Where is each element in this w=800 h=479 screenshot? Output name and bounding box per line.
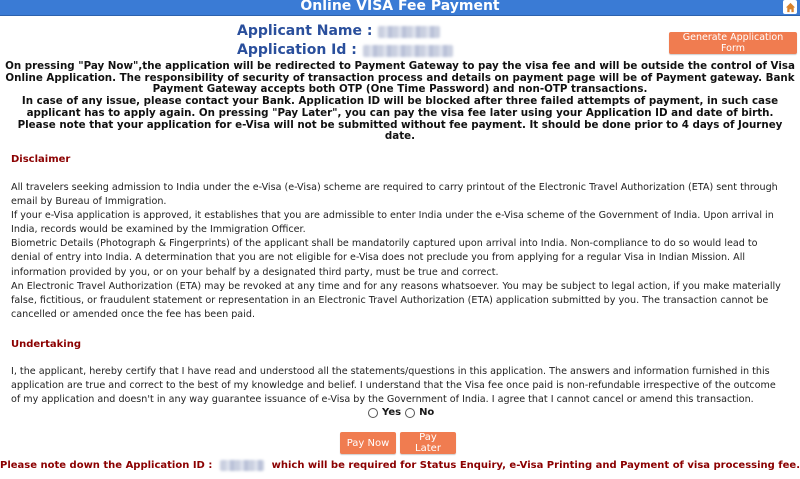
undertaking-text — [11, 365, 787, 407]
notice-line: On pressing "Pay Now",the application will be redirected to Payment Gateway to pay the visa fee and will be outside the control of Visa Online Application. The responsibility of security of transaction process and details on payment page will be of Payment gateway. Bank Payment Gateway accepts both OTP (One Time Password) and non-OTP transactions. — [5, 60, 795, 96]
undertaking-radio-group — [368, 407, 434, 418]
application-id-redacted — [220, 460, 263, 471]
disclaimer-paragraph: All travelers seeking admission to India under the e-Visa (e-Visa) scheme are required to carry printout of the Electronic Travel Authorization (ETA) sent through email by Bureau of Immigration. — [11, 182, 778, 208]
home-button[interactable] — [783, 0, 797, 14]
yes-radio[interactable] — [368, 408, 378, 418]
disclaimer-text — [11, 181, 787, 322]
application-id-label: Application Id : — [237, 42, 357, 58]
application-id-redacted — [363, 45, 453, 57]
home-icon — [785, 2, 796, 13]
applicant-info — [237, 22, 453, 60]
undertaking-paragraph: I, the applicant, hereby certify that I have read and understood all the statements/questions in this application. The answers and information furnished in this application are true and correct to the best of my knowledge and belief. I understand that the Visa fee once paid is non-refundable irrespective of the outcome of my application and doesn't in any way guarantee issuance of e-Visa by the Government of India. I agree that I cannot cancel or amend this transaction. — [11, 366, 776, 406]
disclaimer-paragraph: An Electronic Travel Authorization (ETA) may be revoked at any time and for any reasons whatsoever. You may be subject to legal action, if you make materially false, fictitious, or fraudulent statement or representation in an Electronic Travel Authorization (ETA) application submitted by you. The transaction cannot be cancelled or amended once the fee has been paid. — [11, 280, 781, 320]
yes-label: Yes — [382, 407, 402, 418]
notice-line: In case of any issue, please contact your Bank. Application ID will be blocked after three failed attempts of payment, in such case applicant has to apply again. On pressing "Pay Later", you can pay the visa fee later using your Application ID and date of birth. — [21, 95, 779, 119]
payment-notice — [2, 61, 798, 143]
applicant-name-redacted — [378, 26, 440, 38]
disclaimer-title: Disclaimer — [11, 154, 71, 165]
notice-line: Please note that your application for e-Visa will not be submitted without fee payment. It should be done prior to 4 days of Journey date. — [17, 118, 783, 143]
disclaimer-paragraph: Biometric Details (Photograph & Fingerprints) of the applicant shall be mandatorily captured upon arrival into India. Non-compliance to do so would lead to denial of entry into India. A determination that you are not eligible for e-Visa does not preclude you from applying for a regular Visa in Indian Mission. All information provided by you, or on your behalf by a designated third party, must be true and correct. — [11, 238, 758, 278]
no-radio[interactable] — [405, 408, 415, 418]
pay-later-button[interactable]: Pay Later — [400, 432, 456, 454]
generate-application-form-button[interactable]: Generate Application Form — [669, 32, 797, 54]
footer-notice — [0, 460, 800, 471]
applicant-name-label: Applicant Name : — [237, 23, 373, 39]
page-title: Online VISA Fee Payment — [300, 0, 500, 14]
undertaking-title: Undertaking — [11, 339, 81, 350]
footer-text-before: Please note down the Application ID : — [0, 460, 213, 471]
no-label: No — [419, 407, 435, 418]
disclaimer-paragraph: If your e-Visa application is approved, it establishes that you are admissible to enter India under the e-Visa scheme of the Government of India. Upon arrival in India, records would be examined by the Immigration Officer. — [11, 210, 774, 236]
pay-now-button[interactable]: Pay Now — [340, 432, 396, 454]
header-bar — [0, 0, 800, 16]
footer-text-after: which will be required for Status Enquiry, e-Visa Printing and Payment of visa processing fee. — [271, 460, 800, 471]
